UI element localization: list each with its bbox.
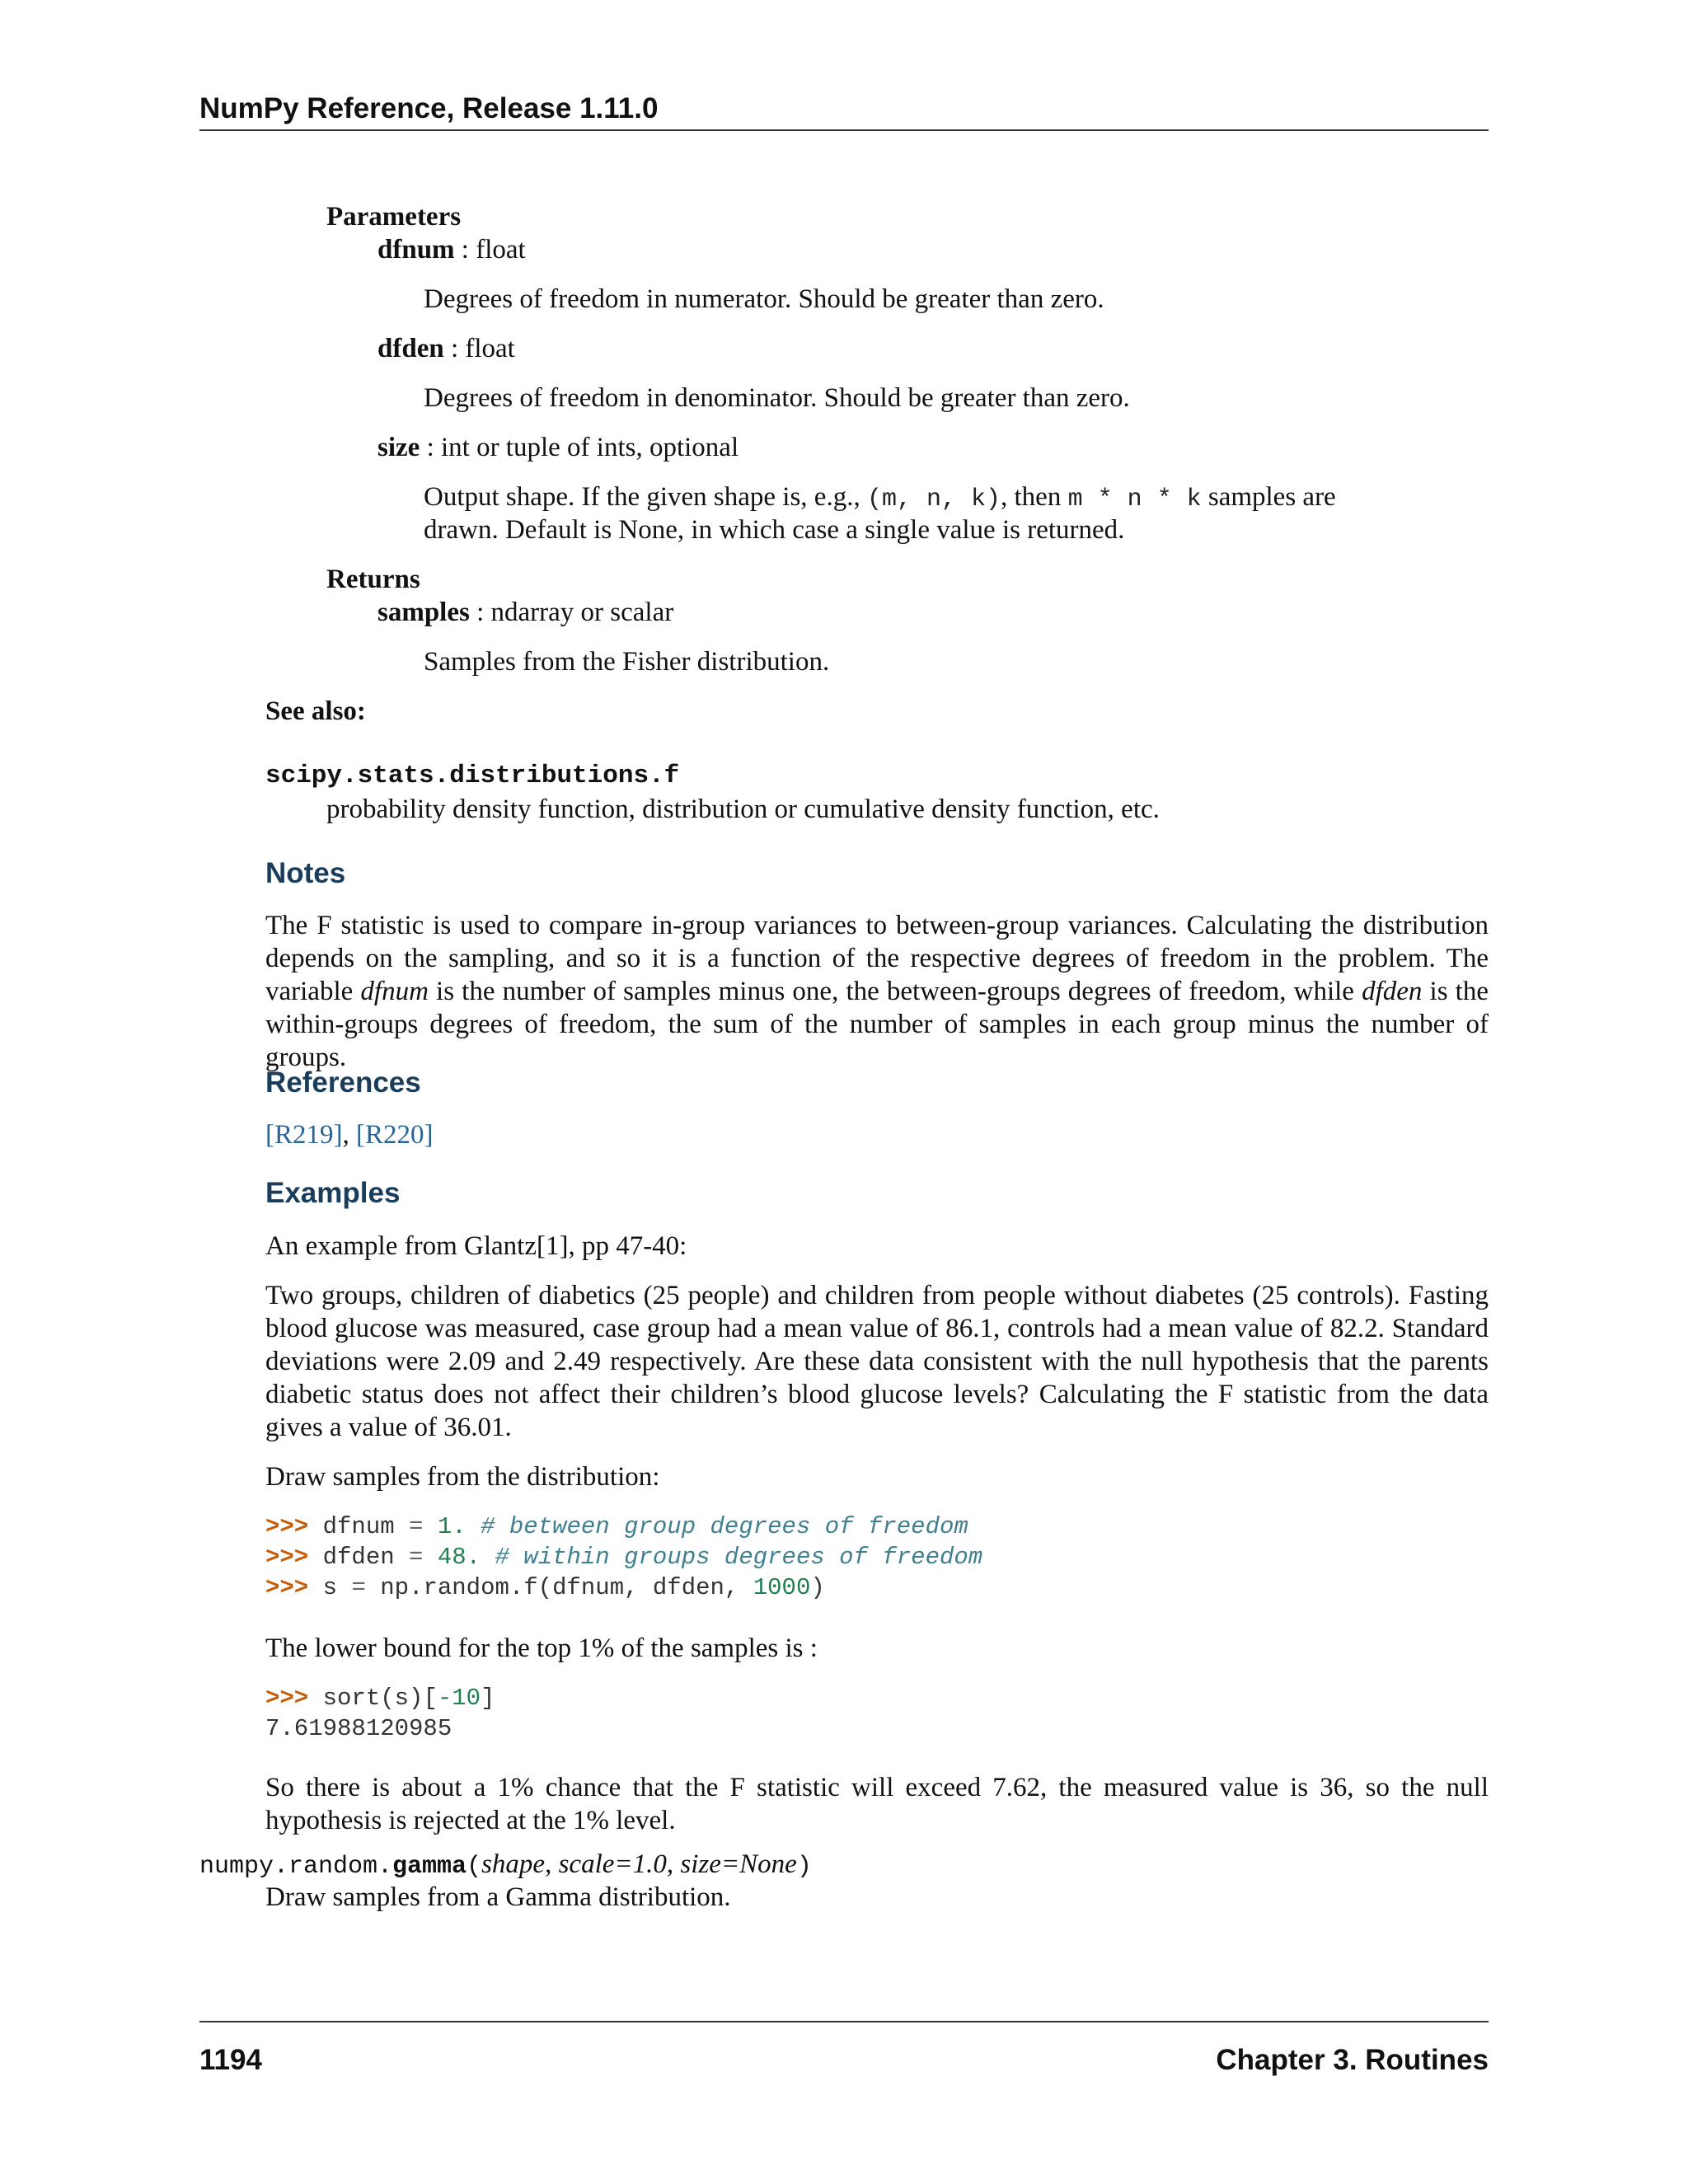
examples-lower-bound-text: The lower bound for the top 1% of the samples is : bbox=[265, 1633, 818, 1663]
reference-link-r219[interactable]: [R219] bbox=[265, 1120, 343, 1150]
return-name: samples bbox=[377, 598, 470, 627]
param-size-desc-line2: drawn. Default is None, in which case a single value is returned. bbox=[424, 515, 1125, 545]
chapter-label: Chapter 3. Routines bbox=[1216, 2044, 1489, 2076]
references-list: [R219], [R220] bbox=[265, 1120, 434, 1150]
gamma-module: numpy.random. bbox=[199, 1853, 393, 1881]
param-name: dfden bbox=[377, 334, 444, 363]
code-line: >>> s = np.random.f(dfnum, dfden, 1000) bbox=[265, 1574, 825, 1601]
examples-intro: An example from Glantz[1], pp 47-40: bbox=[265, 1231, 687, 1261]
code-line: >>> dfden = 48. # within groups degrees of freedom bbox=[265, 1544, 983, 1571]
references-heading: References bbox=[265, 1066, 421, 1099]
notes-heading: Notes bbox=[265, 857, 346, 889]
examples-heading: Examples bbox=[265, 1177, 401, 1209]
param-type: float bbox=[476, 235, 526, 265]
page-number: 1194 bbox=[199, 2044, 262, 2076]
code-block-sampling bbox=[265, 1511, 982, 1603]
param-type: float bbox=[465, 334, 515, 363]
return-samples: samples : ndarray or scalar bbox=[377, 598, 674, 627]
parameters-heading: Parameters bbox=[326, 202, 462, 232]
code-line: >>> dfnum = 1. # between group degrees of freedom bbox=[265, 1513, 968, 1540]
param-type: int or tuple of ints, optional bbox=[440, 433, 739, 462]
return-type: ndarray or scalar bbox=[490, 598, 674, 627]
param-dfden-desc: Degrees of freedom in denominator. Should be greater than zero. bbox=[424, 383, 1130, 413]
header-rule bbox=[199, 129, 1489, 131]
code-output: 7.61988120985 bbox=[265, 1715, 452, 1742]
code-line: >>> sort(s)[-10] bbox=[265, 1685, 495, 1712]
examples-paragraph: Two groups, children of diabetics (25 people) and children from people without diabetes (25 controls). Fasting blood glucose was measured, case group had a mean value of 86.1, controls had a mean value of 82.2. Standard deviations were 2.09 and 2.49 respectively. Are these data consistent with the null hypothesis that the parents diabetic status does not affect their children’s blood glucose levels? Calculating the F statistic from the data gives a value of 36.01. bbox=[265, 1281, 1489, 1442]
returns-heading: Returns bbox=[326, 565, 420, 594]
examples-conclusion: So there is about a 1% chance that the F statistic will exceed 7.62, the measured value is 36, so the null hypothesis is rejected at the 1% level. bbox=[265, 1773, 1489, 1835]
running-head-title: NumPy Reference, Release 1.11.0 bbox=[199, 92, 659, 124]
inline-code-shape: (m, n, k) bbox=[866, 485, 1001, 513]
inline-code-product: m * n * k bbox=[1067, 485, 1202, 513]
gamma-desc: Draw samples from a Gamma distribution. bbox=[265, 1882, 731, 1912]
gamma-signature: numpy.random.gamma(shape, scale=1.0, size=None) bbox=[199, 1849, 812, 1881]
return-samples-desc: Samples from the Fisher distribution. bbox=[424, 647, 830, 677]
param-dfnum-desc: Degrees of freedom in numerator. Should be greater than zero. bbox=[424, 284, 1104, 314]
notes-paragraph: The F statistic is used to compare in-group variances to between-group variances. Calculating the distribution depends on the sampling, and so it is a function of the respective degrees of freedom in the problem. The variable dfnum is the number of samples minus one, the between-groups degrees of freedom, while dfden is the within-groups degrees of freedom, the sum of the number of samples in each group minus the number of groups. bbox=[265, 911, 1489, 1072]
see-also-desc: probability density function, distribution or cumulative density function, etc. bbox=[326, 794, 1160, 824]
see-also-link[interactable]: scipy.stats.distributions.f bbox=[265, 762, 680, 790]
gamma-func-name[interactable]: gamma bbox=[392, 1853, 467, 1881]
reference-link-r220[interactable]: [R220] bbox=[356, 1120, 434, 1150]
param-name: size bbox=[377, 433, 420, 462]
param-dfden: dfden : float bbox=[377, 334, 515, 363]
param-dfnum: dfnum : float bbox=[377, 235, 526, 265]
examples-draw-text: Draw samples from the distribution: bbox=[265, 1462, 660, 1492]
see-also-heading: See also: bbox=[265, 696, 366, 726]
param-size: size : int or tuple of ints, optional bbox=[377, 433, 739, 462]
param-name: dfnum bbox=[377, 235, 455, 265]
param-size-desc-line1: Output shape. If the given shape is, e.g., (m, n, k), then m * n * k samples are bbox=[424, 482, 1336, 513]
code-block-sort bbox=[265, 1683, 495, 1744]
footer-rule bbox=[199, 2021, 1489, 2022]
